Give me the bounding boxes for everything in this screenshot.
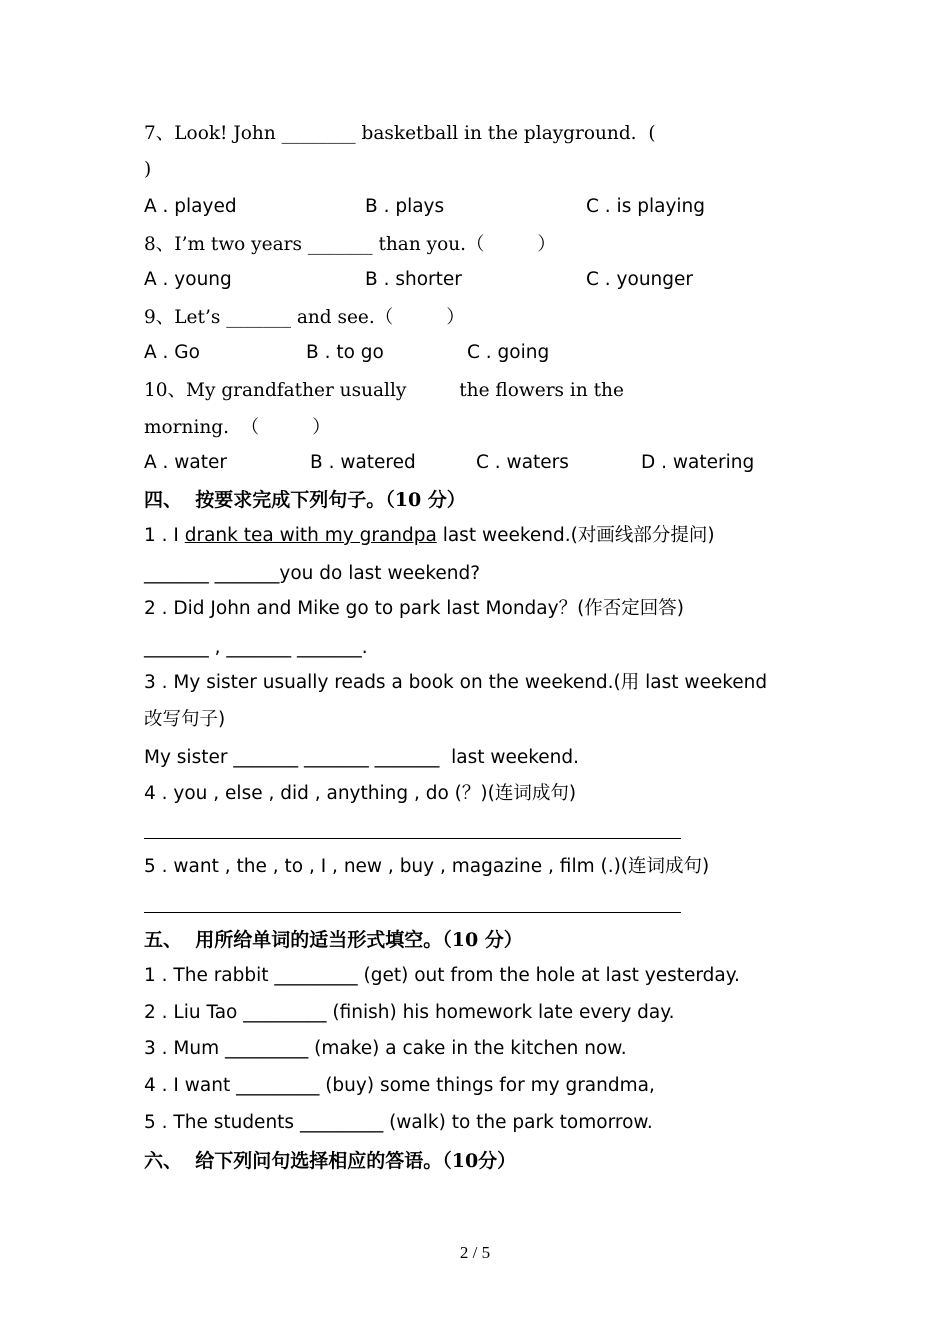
question-7-stem-continued: ): [144, 159, 152, 180]
question-8-option-c: C . younger: [586, 269, 694, 290]
question-10-stem-continued: morning. （ ）: [144, 417, 331, 438]
question-7-option-b: B . plays: [365, 196, 445, 217]
section-4-item-4-answer-rule: [144, 838, 681, 839]
item-1-prefix: 1 . I: [144, 525, 185, 546]
section-4-item-1: [144, 524, 715, 548]
section-4-item-3-answer-line: My sister _______ _______ _______ last weekend.: [144, 747, 580, 768]
section-4-item-2-answer-line: _______ , _______ _______.: [144, 637, 368, 658]
question-7-stem: 7、Look! John ________ basketball in the playground. (: [144, 123, 656, 144]
question-8-option-a: A . young: [144, 269, 232, 290]
question-10-option-c: C . waters: [476, 452, 569, 473]
question-8-option-b: B . shorter: [365, 269, 462, 290]
section-4-item-5-answer-rule: [144, 912, 681, 913]
question-9-option-c: C . going: [467, 342, 550, 363]
section-5-heading: 五、 用所给单词的适当形式填空。（10 分）: [144, 929, 523, 951]
page-number: 2 / 5: [459, 1243, 491, 1262]
section-4-item-3-continued: 改写句子): [144, 709, 226, 730]
question-10-stem: 10、My grandfather usually the flowers in the: [144, 380, 624, 401]
section-5-item-2: 2 . Liu Tao _________ (finish) his homework late every day.: [144, 1002, 675, 1023]
question-7-option-c: C . is playing: [586, 196, 705, 217]
section-4-item-4: 4 . you , else , did , anything , do (？)(连词成句): [144, 783, 577, 804]
question-10-option-d: D . watering: [641, 452, 755, 473]
section-5-item-4: 4 . I want _________ (buy) some things for my grandma,: [144, 1075, 655, 1096]
question-8-stem: 8、I’m two years _______ than you.（ ）: [144, 234, 556, 255]
question-9-option-b: B . to go: [306, 342, 384, 363]
section-4-heading: 四、 按要求完成下列句子。（10 分）: [144, 489, 466, 511]
question-9-option-a: A . Go: [144, 342, 200, 363]
question-9-stem: 9、Let’s _______ and see.（ ）: [144, 307, 465, 328]
section-4-item-3: 3 . My sister usually reads a book on the weekend.(用 last weekend: [144, 672, 768, 693]
section-5-item-1: 1 . The rabbit _________ (get) out from the hole at last yesterday.: [144, 965, 740, 986]
question-10-option-b: B . watered: [310, 452, 416, 473]
item-1-underlined-phrase: drank tea with my grandpa: [184, 525, 437, 546]
section-4-item-1-answer-line: _______ _______you do last weekend?: [144, 563, 481, 584]
section-5-item-5: 5 . The students _________ (walk) to the park tomorrow.: [144, 1112, 653, 1133]
question-10-option-a: A . water: [144, 452, 228, 473]
item-1-suffix: last weekend.(对画线部分提问): [436, 525, 715, 546]
section-5-item-3: 3 . Mum _________ (make) a cake in the kitchen now.: [144, 1038, 627, 1059]
section-4-item-2: 2 . Did John and Mike go to park last Monday？(作否定回答): [144, 598, 685, 619]
section-6-heading: 六、 给下列问句选择相应的答语。（10分）: [144, 1150, 517, 1172]
question-7-option-a: A . played: [144, 196, 237, 217]
section-4-item-5: 5 . want , the , to , I , new , buy , magazine , film (.)(连词成句): [144, 856, 710, 877]
